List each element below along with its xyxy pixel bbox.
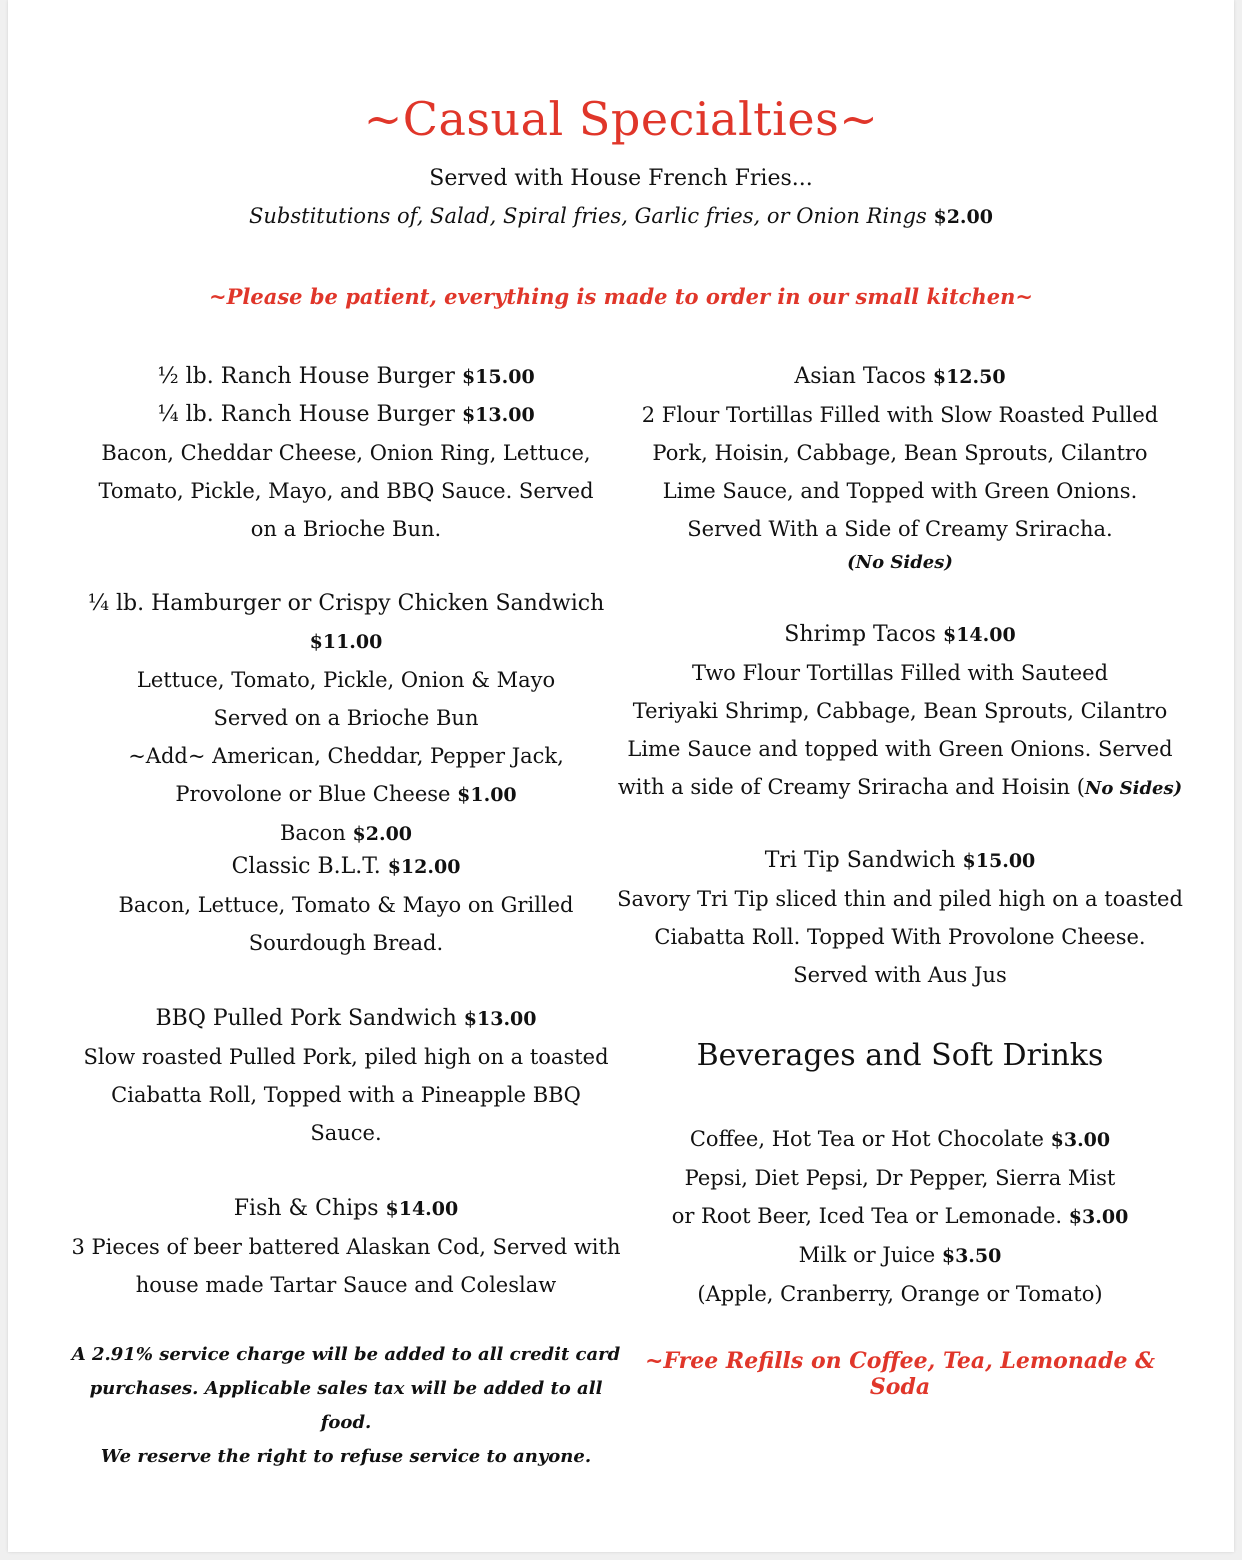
asian-no-sides: (No Sides) bbox=[847, 552, 953, 573]
burger-half-price: $15.00 bbox=[461, 366, 535, 388]
blt-desc-line: Sourdough Bread. bbox=[248, 931, 444, 955]
hamburger-item bbox=[62, 585, 630, 853]
bbq-desc-line: Sauce. bbox=[310, 1121, 382, 1145]
burger-half-title bbox=[62, 358, 630, 396]
notice-line: A 2.91% service charge will be added to all credit card bbox=[71, 1344, 621, 1365]
coffee-line bbox=[612, 1120, 1188, 1159]
coffee-price: $3.00 bbox=[1050, 1129, 1111, 1151]
bbq-pork-item bbox=[62, 1000, 630, 1152]
patient-note: ~Please be patient, everything is made to order in our small kitchen~ bbox=[209, 284, 1033, 309]
soda-price: $3.00 bbox=[1068, 1206, 1129, 1228]
right-column bbox=[612, 0, 1188, 1552]
burger-half-name: ½ lb. Ranch House Burger bbox=[157, 364, 455, 389]
soda-line: Pepsi, Diet Pepsi, Dr Pepper, Sierra Mist bbox=[684, 1166, 1116, 1190]
shrimp-desc-line: Two Flour Tortillas Filled with Sauteed bbox=[691, 661, 1109, 685]
tritip-name: Tri Tip Sandwich bbox=[764, 848, 956, 873]
soda-text: or Root Beer, Iced Tea or Lemonade. bbox=[671, 1204, 1063, 1228]
asian-name: Asian Tacos bbox=[794, 364, 926, 389]
shrimp-name: Shrimp Tacos bbox=[784, 622, 936, 647]
service-charge-notice bbox=[62, 1338, 630, 1474]
hamburger-price: $11.00 bbox=[309, 631, 383, 653]
cheese-addon-text: Provolone or Blue Cheese bbox=[175, 782, 451, 806]
hamburger-desc-line: Lettuce, Tomato, Pickle, Onion & Mayo bbox=[136, 668, 556, 692]
hamburger-desc-line: ~Add~ American, Cheddar, Pepper Jack, bbox=[128, 744, 564, 768]
fish-price: $14.00 bbox=[385, 1198, 459, 1220]
shrimp-no-sides: No Sides) bbox=[1084, 778, 1183, 799]
soda-line-2 bbox=[612, 1197, 1188, 1236]
shrimp-tacos-item bbox=[612, 616, 1188, 806]
hamburger-desc-line: Served on a Brioche Bun bbox=[213, 706, 479, 730]
tritip-title bbox=[612, 842, 1188, 880]
burger-desc-line: Bacon, Cheddar Cheese, Onion Ring, Lettuce, bbox=[101, 441, 591, 465]
burger-quarter-title bbox=[62, 396, 630, 434]
cheese-addon-price: $1.00 bbox=[457, 784, 517, 806]
fish-chips-item bbox=[62, 1190, 630, 1304]
shrimp-title bbox=[612, 616, 1188, 654]
juices-line: (Apple, Cranberry, Orange or Tomato) bbox=[697, 1282, 1103, 1306]
ranch-burger-item bbox=[62, 358, 630, 548]
bbq-desc-line: Slow roasted Pulled Pork, piled high on a toasted bbox=[83, 1045, 609, 1069]
hamburger-title bbox=[62, 585, 630, 661]
asian-price: $12.50 bbox=[932, 366, 1006, 388]
shrimp-desc-line: Teriyaki Shrimp, Cabbage, Bean Sprouts, Cilantro bbox=[632, 699, 1168, 723]
tritip-price: $15.00 bbox=[962, 850, 1036, 872]
hamburger-name: ¼ lb. Hamburger or Crispy Chicken Sandwich bbox=[87, 591, 605, 616]
milk-price: $3.50 bbox=[941, 1245, 1002, 1267]
asian-desc-line: Served With a Side of Creamy Sriracha. bbox=[687, 517, 1113, 541]
blt-title bbox=[62, 848, 630, 886]
burger-desc-line: Tomato, Pickle, Mayo, and BBQ Sauce. Served bbox=[98, 479, 594, 503]
beverages-heading: Beverages and Soft Drinks bbox=[696, 1038, 1104, 1073]
menu-title: ~Casual Specialties~ bbox=[363, 92, 879, 146]
coffee-text: Coffee, Hot Tea or Hot Chocolate bbox=[689, 1127, 1044, 1151]
bacon-addon-text: Bacon bbox=[279, 821, 346, 845]
fish-name: Fish & Chips bbox=[233, 1196, 379, 1221]
blt-item bbox=[62, 848, 630, 962]
shrimp-last-line bbox=[612, 768, 1188, 806]
asian-desc-line: Pork, Hoisin, Cabbage, Bean Sprouts, Cilantro bbox=[652, 441, 1148, 465]
bacon-addon-price: $2.00 bbox=[352, 823, 413, 845]
bbq-name: BBQ Pulled Pork Sandwich bbox=[155, 1006, 457, 1031]
notice-line: We reserve the right to refuse service to anyone. bbox=[100, 1446, 592, 1467]
milk-text: Milk or Juice bbox=[798, 1243, 936, 1267]
shrimp-price: $14.00 bbox=[942, 624, 1016, 646]
cheese-addon-line bbox=[62, 775, 630, 814]
blt-desc-line: Bacon, Lettuce, Tomato & Mayo on Grilled bbox=[118, 893, 574, 917]
shrimp-last-text: with a side of Creamy Sriracha and Hoisin ( bbox=[617, 775, 1085, 799]
substitutions-price: $2.00 bbox=[933, 206, 993, 228]
burger-quarter-name: ¼ lb. Ranch House Burger bbox=[157, 402, 455, 427]
milk-line bbox=[612, 1236, 1188, 1275]
burger-desc-line: on a Brioche Bun. bbox=[250, 517, 442, 541]
notice-line: purchases. Applicable sales tax will be added to all food. bbox=[89, 1378, 603, 1433]
burger-quarter-price: $13.00 bbox=[461, 404, 535, 426]
tritip-desc-line: Served with Aus Jus bbox=[793, 963, 1007, 987]
asian-tacos-item bbox=[612, 358, 1188, 578]
fish-desc-line: 3 Pieces of beer battered Alaskan Cod, Served with bbox=[71, 1235, 621, 1259]
bbq-price: $13.00 bbox=[463, 1008, 537, 1030]
shrimp-desc-line: Lime Sauce and topped with Green Onions. Served bbox=[627, 737, 1173, 761]
asian-desc-line: Lime Sauce, and Topped with Green Onions. bbox=[662, 479, 1138, 503]
free-refills-note: ~Free Refills on Coffee, Tea, Lemonade & Soda bbox=[645, 1348, 1155, 1400]
substitutions-text: Substitutions of, Salad, Spiral fries, Garlic fries, or Onion Rings bbox=[249, 204, 927, 228]
fish-desc-line: house made Tartar Sauce and Coleslaw bbox=[135, 1273, 557, 1297]
tritip-desc-line: Savory Tri Tip sliced thin and piled high on a toasted bbox=[617, 887, 1183, 911]
left-column bbox=[62, 0, 630, 1552]
beverages-list bbox=[612, 1120, 1188, 1313]
blt-name: Classic B.L.T. bbox=[231, 854, 381, 879]
tri-tip-item bbox=[612, 842, 1188, 994]
blt-price: $12.00 bbox=[387, 856, 461, 878]
bbq-title bbox=[62, 1000, 630, 1038]
asian-desc-line: 2 Flour Tortillas Filled with Slow Roasted Pulled bbox=[641, 403, 1159, 427]
bbq-desc-line: Ciabatta Roll, Topped with a Pineapple BBQ bbox=[111, 1083, 581, 1107]
fish-title bbox=[62, 1190, 630, 1228]
asian-title bbox=[612, 358, 1188, 396]
served-with-line: Served with House French Fries... bbox=[429, 166, 813, 191]
tritip-desc-line: Ciabatta Roll. Topped With Provolone Cheese. bbox=[654, 925, 1146, 949]
